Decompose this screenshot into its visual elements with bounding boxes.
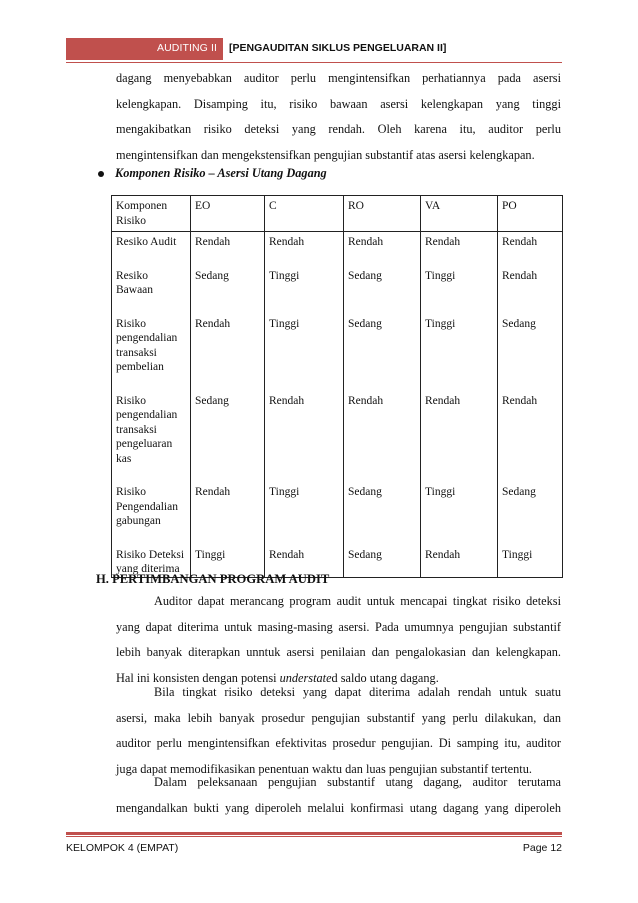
table-cell: Rendah	[344, 232, 421, 266]
table-cell: Tinggi	[421, 314, 498, 391]
table-cell: Rendah	[265, 391, 344, 483]
table-cell: Rendah	[421, 232, 498, 266]
text-line: juga dapat memodifikasikan penentuan waktu dan luas pengujian substantif tertentu.	[116, 761, 532, 776]
table-cell: Risiko pengendalian transaksi pengeluaran kas	[112, 391, 191, 483]
intro-paragraph	[116, 66, 561, 168]
table-header-cell: C	[265, 196, 344, 232]
table-cell: Tinggi	[191, 545, 265, 578]
table-cell: Rendah	[265, 232, 344, 266]
bullet-heading-text: Komponen Risiko – Asersi Utang Dagang	[115, 166, 327, 180]
text-line: lebih banyak diterapkan unntuk asersi penilaian dan pengalokasian dan kelengkapan.	[116, 645, 561, 659]
table-cell: Rendah	[421, 545, 498, 578]
bullet-icon	[98, 171, 104, 177]
text-line: Bila tingkat risiko deteksi yang dapat diterima adalah rendah untuk suatu	[154, 685, 561, 699]
header-rule	[66, 62, 562, 63]
table-header-cell: EO	[191, 196, 265, 232]
text-line: kelengkapan. Disamping itu, risiko bawaan asersi kelengkapan yang tinggi	[116, 96, 561, 111]
table-row	[112, 232, 563, 266]
italic-term: understate	[279, 670, 332, 685]
table-header-cell: VA	[421, 196, 498, 232]
page-header	[66, 38, 562, 60]
table-cell: Tinggi	[265, 314, 344, 391]
table-cell: Sedang	[344, 482, 421, 545]
table-cell: Rendah	[498, 232, 563, 266]
section-paragraph-2	[116, 680, 561, 782]
section-paragraph-1	[116, 589, 561, 691]
text-line: Auditor dapat merancang program audit untuk mencapai tingkat risiko deteksi	[154, 594, 561, 608]
table-cell: Rendah	[191, 482, 265, 545]
table-row	[112, 314, 563, 391]
footer-group-name: KELOMPOK 4 (EMPAT)	[66, 842, 179, 854]
page-number: Page 12	[522, 842, 562, 854]
table-cell: Risiko pengendalian transaksi pembelian	[112, 314, 191, 391]
header-chapter-title: [PENGAUDITAN SIKLUS PENGELUARAN II]	[229, 42, 447, 54]
table-cell: Rendah	[498, 266, 563, 314]
table-row	[112, 391, 563, 483]
table-row	[112, 266, 563, 314]
text-line: mengandalkan bukti yang diperoleh melalui konfirmasi utang dagang yang diperoleh	[116, 800, 561, 815]
table-cell: Sedang	[344, 314, 421, 391]
table-cell: Risiko Pengendalian gabungan	[112, 482, 191, 545]
footer-rule-thin	[66, 836, 562, 837]
text-line: Dalam peleksanaan pengujian substantif utang dagang, auditor terutama	[154, 775, 561, 789]
table-cell: Sedang	[498, 314, 563, 391]
table-cell: Risiko Deteksi yang diterima	[112, 545, 191, 578]
header-course-title: AUDITING II	[156, 42, 217, 54]
table-header-row	[112, 196, 563, 232]
table-cell: Rendah	[344, 391, 421, 483]
text-line: mengintensifkan dan mengekstensifkan pengujian substantif atas asersi kelengkapan.	[116, 147, 535, 162]
table-cell: Sedang	[344, 545, 421, 578]
table-cell: Tinggi	[421, 266, 498, 314]
table-cell: Sedang	[191, 391, 265, 483]
text-line: asersi, maka lebih banyak prosedur pengujian substantif yang perlu dilakukan, dan	[116, 710, 561, 725]
table-cell: Tinggi	[265, 482, 344, 545]
table-cell: Sedang	[344, 266, 421, 314]
risk-component-table	[111, 195, 563, 578]
table-cell: Rendah	[191, 314, 265, 391]
table-cell: Tinggi	[421, 482, 498, 545]
table-row	[112, 482, 563, 545]
section-heading: H. PERTIMBANGAN PROGRAM AUDIT	[96, 572, 330, 586]
table-cell: Sedang	[191, 266, 265, 314]
footer-rule	[66, 832, 562, 835]
table-cell: Rendah	[191, 232, 265, 266]
table-cell: Sedang	[498, 482, 563, 545]
table-header-cell: Komponen Risiko	[112, 196, 191, 232]
table-cell: Rendah	[265, 545, 344, 578]
text-line: yang dapat diterima untuk masing-masing asersi. Pada umumnya pengujian substantif	[116, 619, 561, 634]
text-line: mengakibatkan risiko deteksi yang rendah. Oleh karena itu, auditor perlu	[116, 122, 561, 136]
table-header-cell: PO	[498, 196, 563, 232]
table-cell: Rendah	[498, 391, 563, 483]
text-fragment: Hal ini konsisten dengan potensi understated saldo utang dagang.	[116, 670, 439, 685]
text-line: dagang menyebabkan auditor perlu mengintensifkan perhatiannya pada asersi	[116, 71, 561, 85]
table-cell: Resiko Bawaan	[112, 266, 191, 314]
header-label-box	[66, 38, 223, 60]
section-paragraph-3	[116, 770, 561, 821]
table-cell: Tinggi	[265, 266, 344, 314]
table-header-cell: RO	[344, 196, 421, 232]
table-cell: Tinggi	[498, 545, 563, 578]
table-cell: Resiko Audit	[112, 232, 191, 266]
table-cell: Rendah	[421, 391, 498, 483]
text-line: auditor perlu mengintensifkan efektivitas prosedur pengujian. Di samping itu, auditor	[116, 736, 561, 750]
